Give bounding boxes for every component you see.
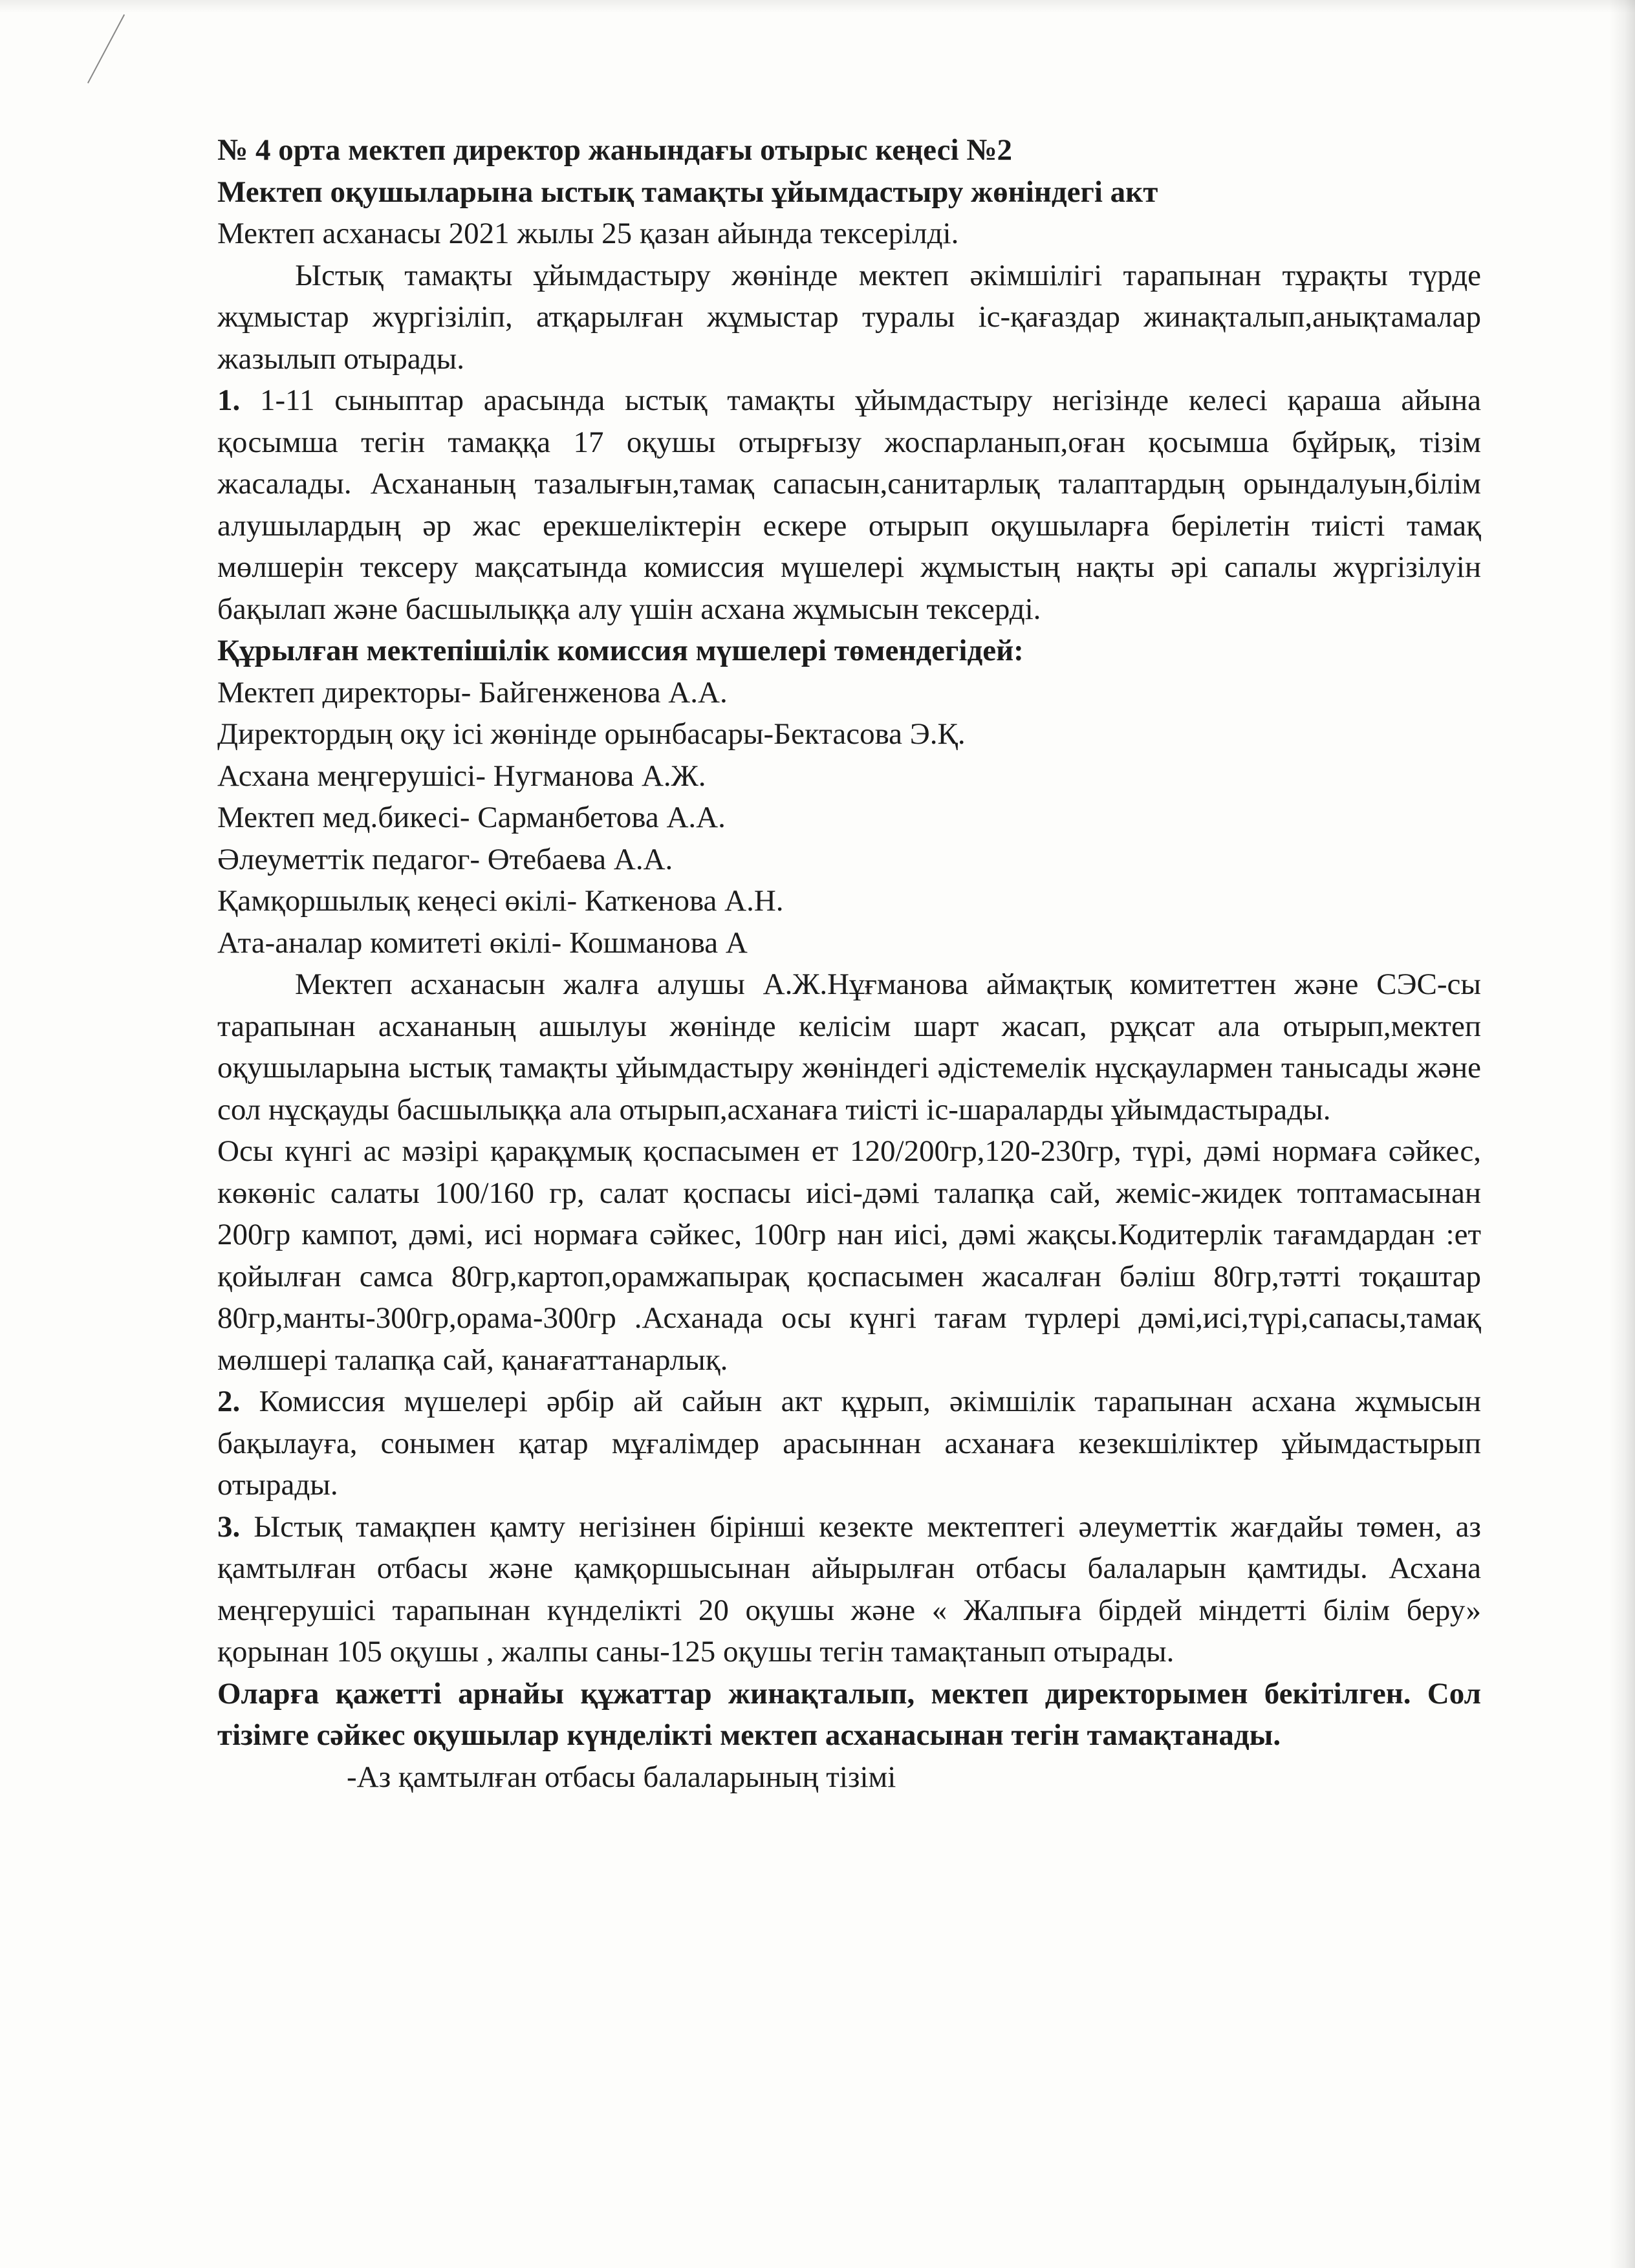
commission-member: Директордың оқу ісі жөнінде орынбасары-Бектасова Э.Қ.	[217, 717, 966, 751]
document-subtitle: Мектеп оқушыларына ыстық тамақты ұйымдастыру жөніндегі акт	[217, 175, 1158, 209]
scan-shadow-right	[1609, 0, 1635, 2268]
item-1-text: 1-11 сыныптар арасында ыстық тамақты ұйымдастыру негізінде келесі қараша айына қосымша тегін тамаққа 17 оқушы отырғызу жоспарланып,оған қосымша бұйрық, тізім жасалады. Асхананың тазалығын,тамақ сапасын,санитарлық талаптардың орындалуын,білім алушылардың әр жас ерекшеліктерін ескере отырып оқушыларға берілетін тиісті тамақ мөлшерін тексеру мақсатында комиссия мүшелері жұмыстың нақты әрі сапалы жүргізілуін бақылап және басшылыққа алу үшін асхана жұмысын тексерді.	[217, 383, 1481, 626]
list-item: -Аз қамтылған отбасы балаларының тізімі	[347, 1760, 896, 1794]
item-2-number: 2.	[217, 1385, 241, 1418]
scan-mark	[87, 14, 125, 83]
commission-member: Мектеп мед.бикесі- Сарманбетова А.А.	[217, 801, 726, 834]
scan-shadow-top	[0, 0, 1635, 13]
item-2-text: Комиссия мүшелері әрбір ай сайын акт құрып, әкімшілік тарапынан асхана жұмысын бақылауға, сонымен қатар мұғалімдер арасыннан асханаға кезекшіліктер ұйымдастырып отырады.	[217, 1385, 1481, 1502]
inspection-date: Мектеп асханасы 2021 жылы 25 қазан айында тексерілді.	[217, 217, 959, 250]
commission-member: Ата-аналар комитеті өкілі- Кошманова А	[217, 925, 748, 960]
commission-heading: Құрылған мектепішілік комиссия мүшелері төмендегідей:	[217, 634, 1024, 667]
item-1	[217, 380, 1481, 630]
commission-member: Асхана меңгерушісі- Нугманова А.Ж.	[217, 759, 706, 793]
commission-member: Әлеуметтік педагог- Өтебаева А.А.	[217, 842, 673, 876]
commission-member: Мектеп директоры- Байгенженова А.А.	[217, 675, 728, 709]
commission-member: Қамқоршылық кеңесі өкілі- Каткенова А.Н.	[217, 884, 784, 918]
item-3-text: Ыстық тамақпен қамту негізінен бірінші кезекте мектептегі әлеуметтік жағдайы төмен, аз қамтылған отбасы және қамқоршысынан айырылған отбасы балаларын қамтиды. Асхана меңгерушісі тарапынан күнделікті 20 оқушы және « Жалпыға бірдей міндетті білім беру» қорынан 105 оқушы , жалпы саны-125 оқушы тегін тамақтанып отырады.	[217, 1509, 1481, 1669]
item-1-number: 1.	[217, 383, 241, 417]
intro-paragraph: Ыстық тамақты ұйымдастыру жөнінде мектеп әкімшілігі тарапынан тұрақты түрде жұмыстар жүргізіліп, атқарылған жұмыстар туралы іс-қағаздар жинақталып,анықтамалар жазылып отырады.	[217, 258, 1481, 376]
item-2	[217, 1381, 1481, 1506]
lease-paragraph: Мектеп асханасын жалға алушы А.Ж.Нұғманова аймақтық комитеттен және СЭС-сы тарапынан асхананың ашылуы жөнінде келісім шарт жасап, рұқсат ала отырып,мектеп оқушыларына ыстық тамақты ұйымдастыру жөніндегі әдістемелік нұсқаулармен танысады және сол нұсқауды басшылыққа ала отырып,асханаға тиісті іс-шараларды ұйымдастырады.	[217, 967, 1481, 1127]
document-body	[217, 129, 1481, 1798]
documents-paragraph: Оларға қажетті арнайы құжаттар жинақталып, мектеп директорымен бекітілген. Сол тізімге сәйкес оқушылар күнделікті мектеп асханасынан тегін тамақтанады.	[217, 1676, 1481, 1752]
item-3-number: 3.	[217, 1509, 241, 1544]
menu-paragraph: Осы күнгі ас мәзірі қарақұмық қоспасымен ет 120/200гр,120-230гр, түрі, дәмі нормаға сәйкес, көкөніс салаты 100/160 гр, салат қоспасы иісі-дәмі талапқа сай, жеміс-жидек топтамасынан 200гр кампот, дәмі, исі нормаға сәйкес, 100гр нан иісі, дәмі жақсы.Кодитерлік тағамдардан :ет қойылған самса 80гр,картоп,орамжапырақ қоспасымен жасалған бәліш 80гр,тәтті тоқаштар 80гр,манты-300гр,орама-300гр .Асханада осы күнгі тағам түрлері дәмі,исі,түрі,сапасы,тамақ мөлшері талапқа сай, қанағаттанарлық.	[217, 1134, 1481, 1377]
document-title: № 4 орта мектеп директор жанындағы отырыс кеңесі №2	[217, 133, 1012, 167]
item-3	[217, 1506, 1481, 1673]
